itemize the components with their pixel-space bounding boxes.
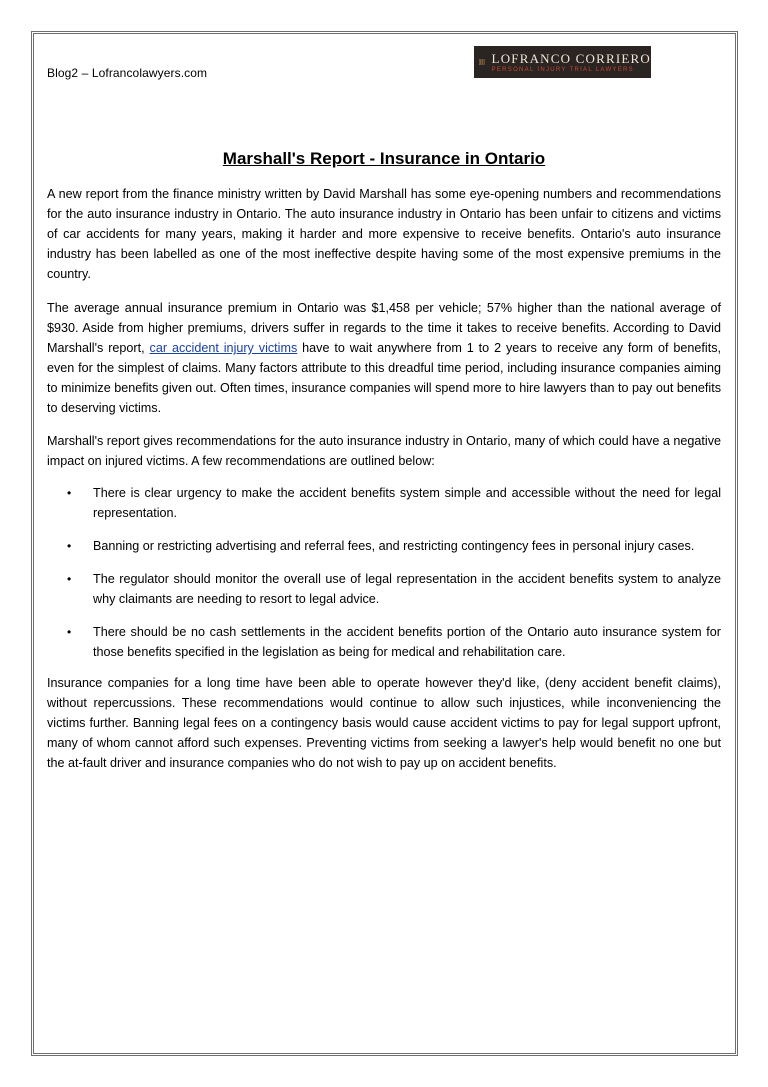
recommendations-list [47,483,721,675]
list-item-text: Banning or restricting advertising and referral fees, and restricting contingency fees in personal injury cases. [93,539,695,553]
bullet-icon: • [67,572,72,586]
logo-tagline: PERSONAL INJURY TRIAL LAWYERS [491,66,634,73]
paragraph-premiums-text-start: The average annual insurance premium in Ontario was $1,458 per vehicle; 57% higher than the national average of $930. Aside from higher premiums, drivers suffer in regards to the time it takes to receive benefits. According to David Marshall's report, [47,301,721,355]
car-accident-victims-link[interactable]: car accident injury victims [149,341,298,355]
list-item [47,569,721,609]
paragraph-premiums-text-end: have to wait anywhere from 1 to 2 years to receive any form of benefits, even for the simplest of claims. Many factors attribute to this dreadful time period, including insurance companies aiming to minimize benefits given out. Often times, insurance companies will spend more to hire lawyers than to pay out benefits to deserving victims. [47,341,721,415]
bullet-icon: • [67,486,72,500]
list-item-text: The regulator should monitor the overall use of legal representation in the accident benefits system to analyze why claimants are needing to resort to legal advice. [93,572,721,606]
firm-logo [474,46,651,78]
document-header: Blog2 – Lofrancolawyers.com [47,66,208,80]
logo-firm-name: LOFRANCO CORRIERO [491,50,651,66]
bullet-icon: • [67,625,72,639]
bullet-icon: • [67,539,72,553]
list-item [47,536,721,556]
paragraph-recommendations-intro: Marshall's report gives recommendations for the auto insurance industry in Ontario, many of which could have a negative impact on injured victims. A few recommendations are outlined below: [47,434,721,468]
paragraph-intro: A new report from the finance ministry written by David Marshall has some eye-opening numbers and recommendations for the auto insurance industry in Ontario. The auto insurance industry in Ontario has been unfair to citizens and victims of car accidents for many years, making it harder and more expensive to receive benefits. Ontario's auto insurance industry has been labelled as one of the most ineffective despite having some of the most expensive premiums in the country. [47,187,721,281]
paragraph-premiums [47,298,721,418]
list-item [47,622,721,662]
page-title: Marshall's Report - Insurance in Ontario [222,149,546,168]
list-item-text: There should be no cash settlements in the accident benefits portion of the Ontario auto insurance system for those benefits specified in the legislation as being for medical and rehabilitation care. [93,625,721,659]
list-item [47,483,721,523]
paragraph-conclusion: Insurance companies for a long time have been able to operate however they'd like, (deny accident benefit claims), without repercussions. These recommendations would continue to allow such injustices, while inconveniencing the victims further. Banning legal fees on a contingency basis would cause accident victims to pay for legal support upfront, many of whom cannot afford such expenses. Preventing victims from seeking a lawyer's help would benefit no one but the at-fault driver and insurance companies who do not wish to pay up on accident benefits. [47,676,721,770]
list-item-text: There is clear urgency to make the accident benefits system simple and accessible without the need for legal representation. [93,486,721,520]
logo-emblem-icon [479,50,485,74]
